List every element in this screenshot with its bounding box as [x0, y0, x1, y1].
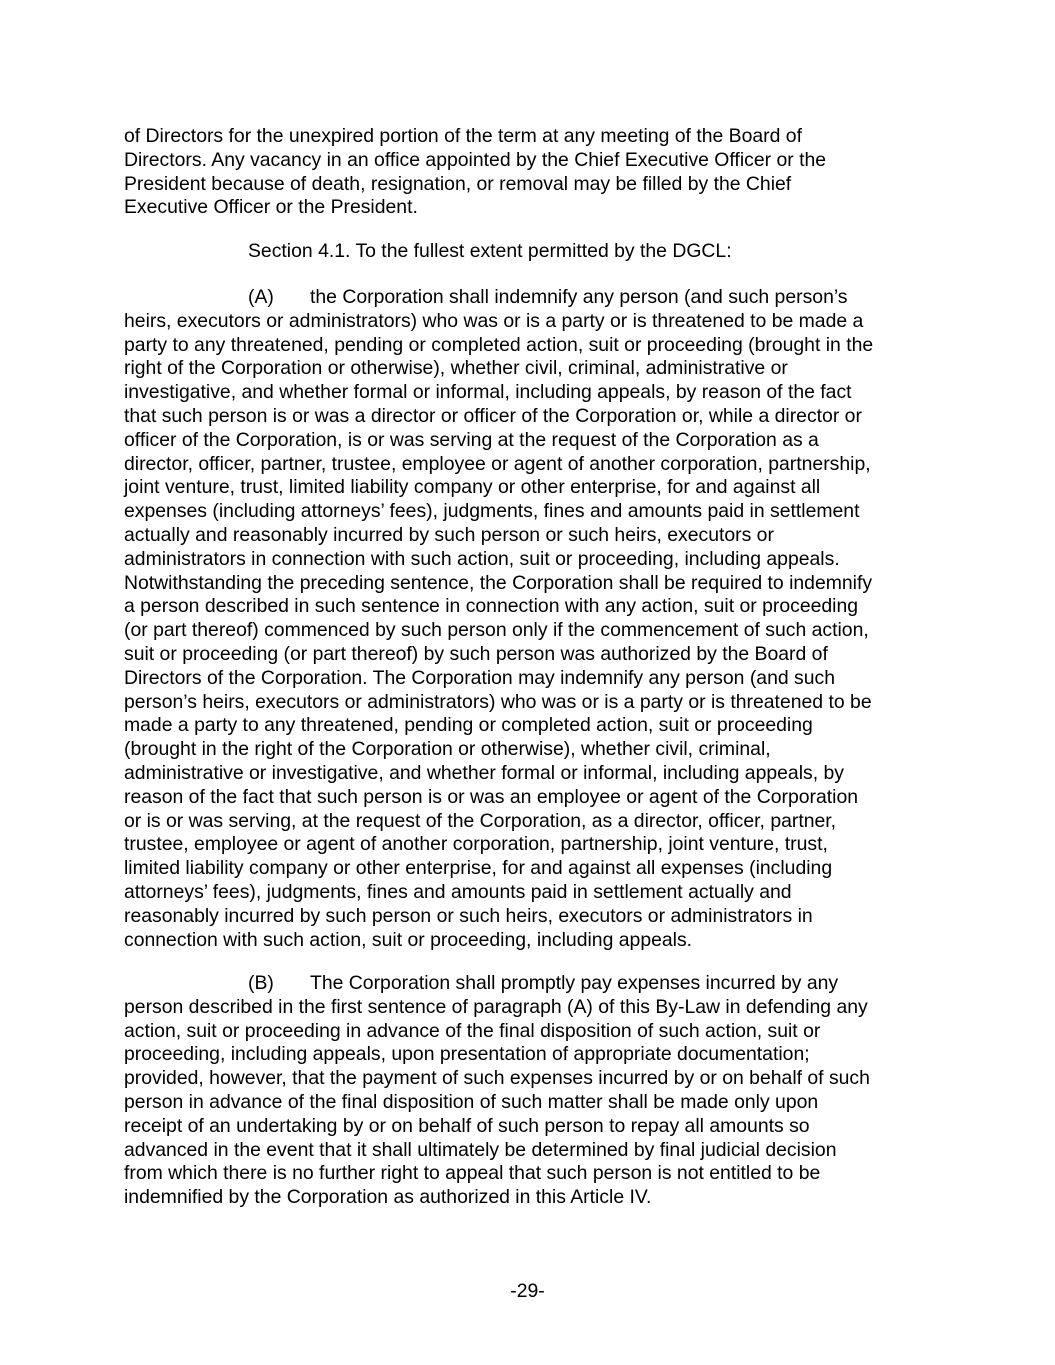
intro-paragraph: of Directors for the unexpired portion of the term at any meeting of the Board of Directors. Any vacancy in an office appointed by the Chief Executive Officer or the President because of death, resignation, or removal may be filled by the Chief Executive Officer or the President. [124, 125, 827, 219]
paragraph-b-first-line [124, 972, 930, 996]
paragraph-a-body: heirs, executors or administrators) who was or is a party or is threatened to be made a party to any threatened, pending or completed action, suit or proceeding (brought in the right of the Corporation or otherwise), whether civil, criminal, administrative or investigative, and whether formal or informal, including appeals, by reason of the fact that such person is or was a director or officer of the Corporation or, while a director or officer of the Corporation, is or was serving at the request of the Corporation as a director, officer, partner, trustee, employee or agent of another corporation, partnership, joint venture, trust, limited liability company or other enterprise, for and against all expenses (including attorneys’ fees), judgments, fines and amounts paid in settlement actually and reasonably incurred by such person or such heirs, executors or administrators in connection with such action, suit or proceeding, including appeals. Notwithstanding the preceding sentence, the Corporation shall be required to indemnify a person described in such sentence in connection with any action, suit or proceeding (or part thereof) commenced by such person only if the commencement of such action, suit or proceeding (or part thereof) by such person was authorized by the Board of Directors of the Corporation. The Corporation may indemnify any person (and such person’s heirs, executors or administrators) who was or is a party or is threatened to be made a party to any threatened, pending or completed action, suit or proceeding (brought in the right of the Corporation or otherwise), whether civil, criminal, administrative or investigative, and whether formal or informal, including appeals, by reason of the fact that such person is or was an employee or agent of the Corporation or is or was serving, at the request of the Corporation, as a director, officer, partner, trustee, employee or agent of another corporation, partnership, joint venture, trust, limited liability company or other enterprise, for and against all expenses (including attorneys’ fees), judgments, fines and amounts paid in settlement actually and reasonably incurred by such person or such heirs, executors or administrators in connection with such action, suit or proceeding, including appeals. [124, 309, 874, 951]
paragraph-a-lead: the Corporation shall indemnify any person (and such person’s [310, 286, 848, 308]
paragraph-b-lead: The Corporation shall promptly pay expenses incurred by any [310, 972, 839, 994]
paragraph-a-label: (A) [248, 286, 274, 308]
paragraph-b-body: person described in the first sentence of paragraph (A) of this By-Law in defending any action, suit or proceeding in advance of the final disposition of such action, suit or proceeding, including appeals, upon presentation of appropriate documentation; provided, however, that the payment of such expenses incurred by or on behalf of such person in advance of the final disposition of such matter shall be made only upon receipt of an undertaking by or on behalf of such person to repay all amounts so advanced in the event that it shall ultimately be determined by final judicial decision from which there is no further right to appeal that such person is not entitled to be indemnified by the Corporation as authorized in this Article IV. [124, 995, 870, 1209]
paragraph-a [124, 286, 930, 952]
paragraph-b-label: (B) [248, 972, 274, 994]
paragraph-b [124, 972, 930, 1210]
section-heading: Section 4.1. To the fullest extent permitted by the DGCL: [248, 240, 732, 262]
paragraph-a-first-line [124, 286, 930, 310]
page-number: -29- [510, 1280, 545, 1302]
